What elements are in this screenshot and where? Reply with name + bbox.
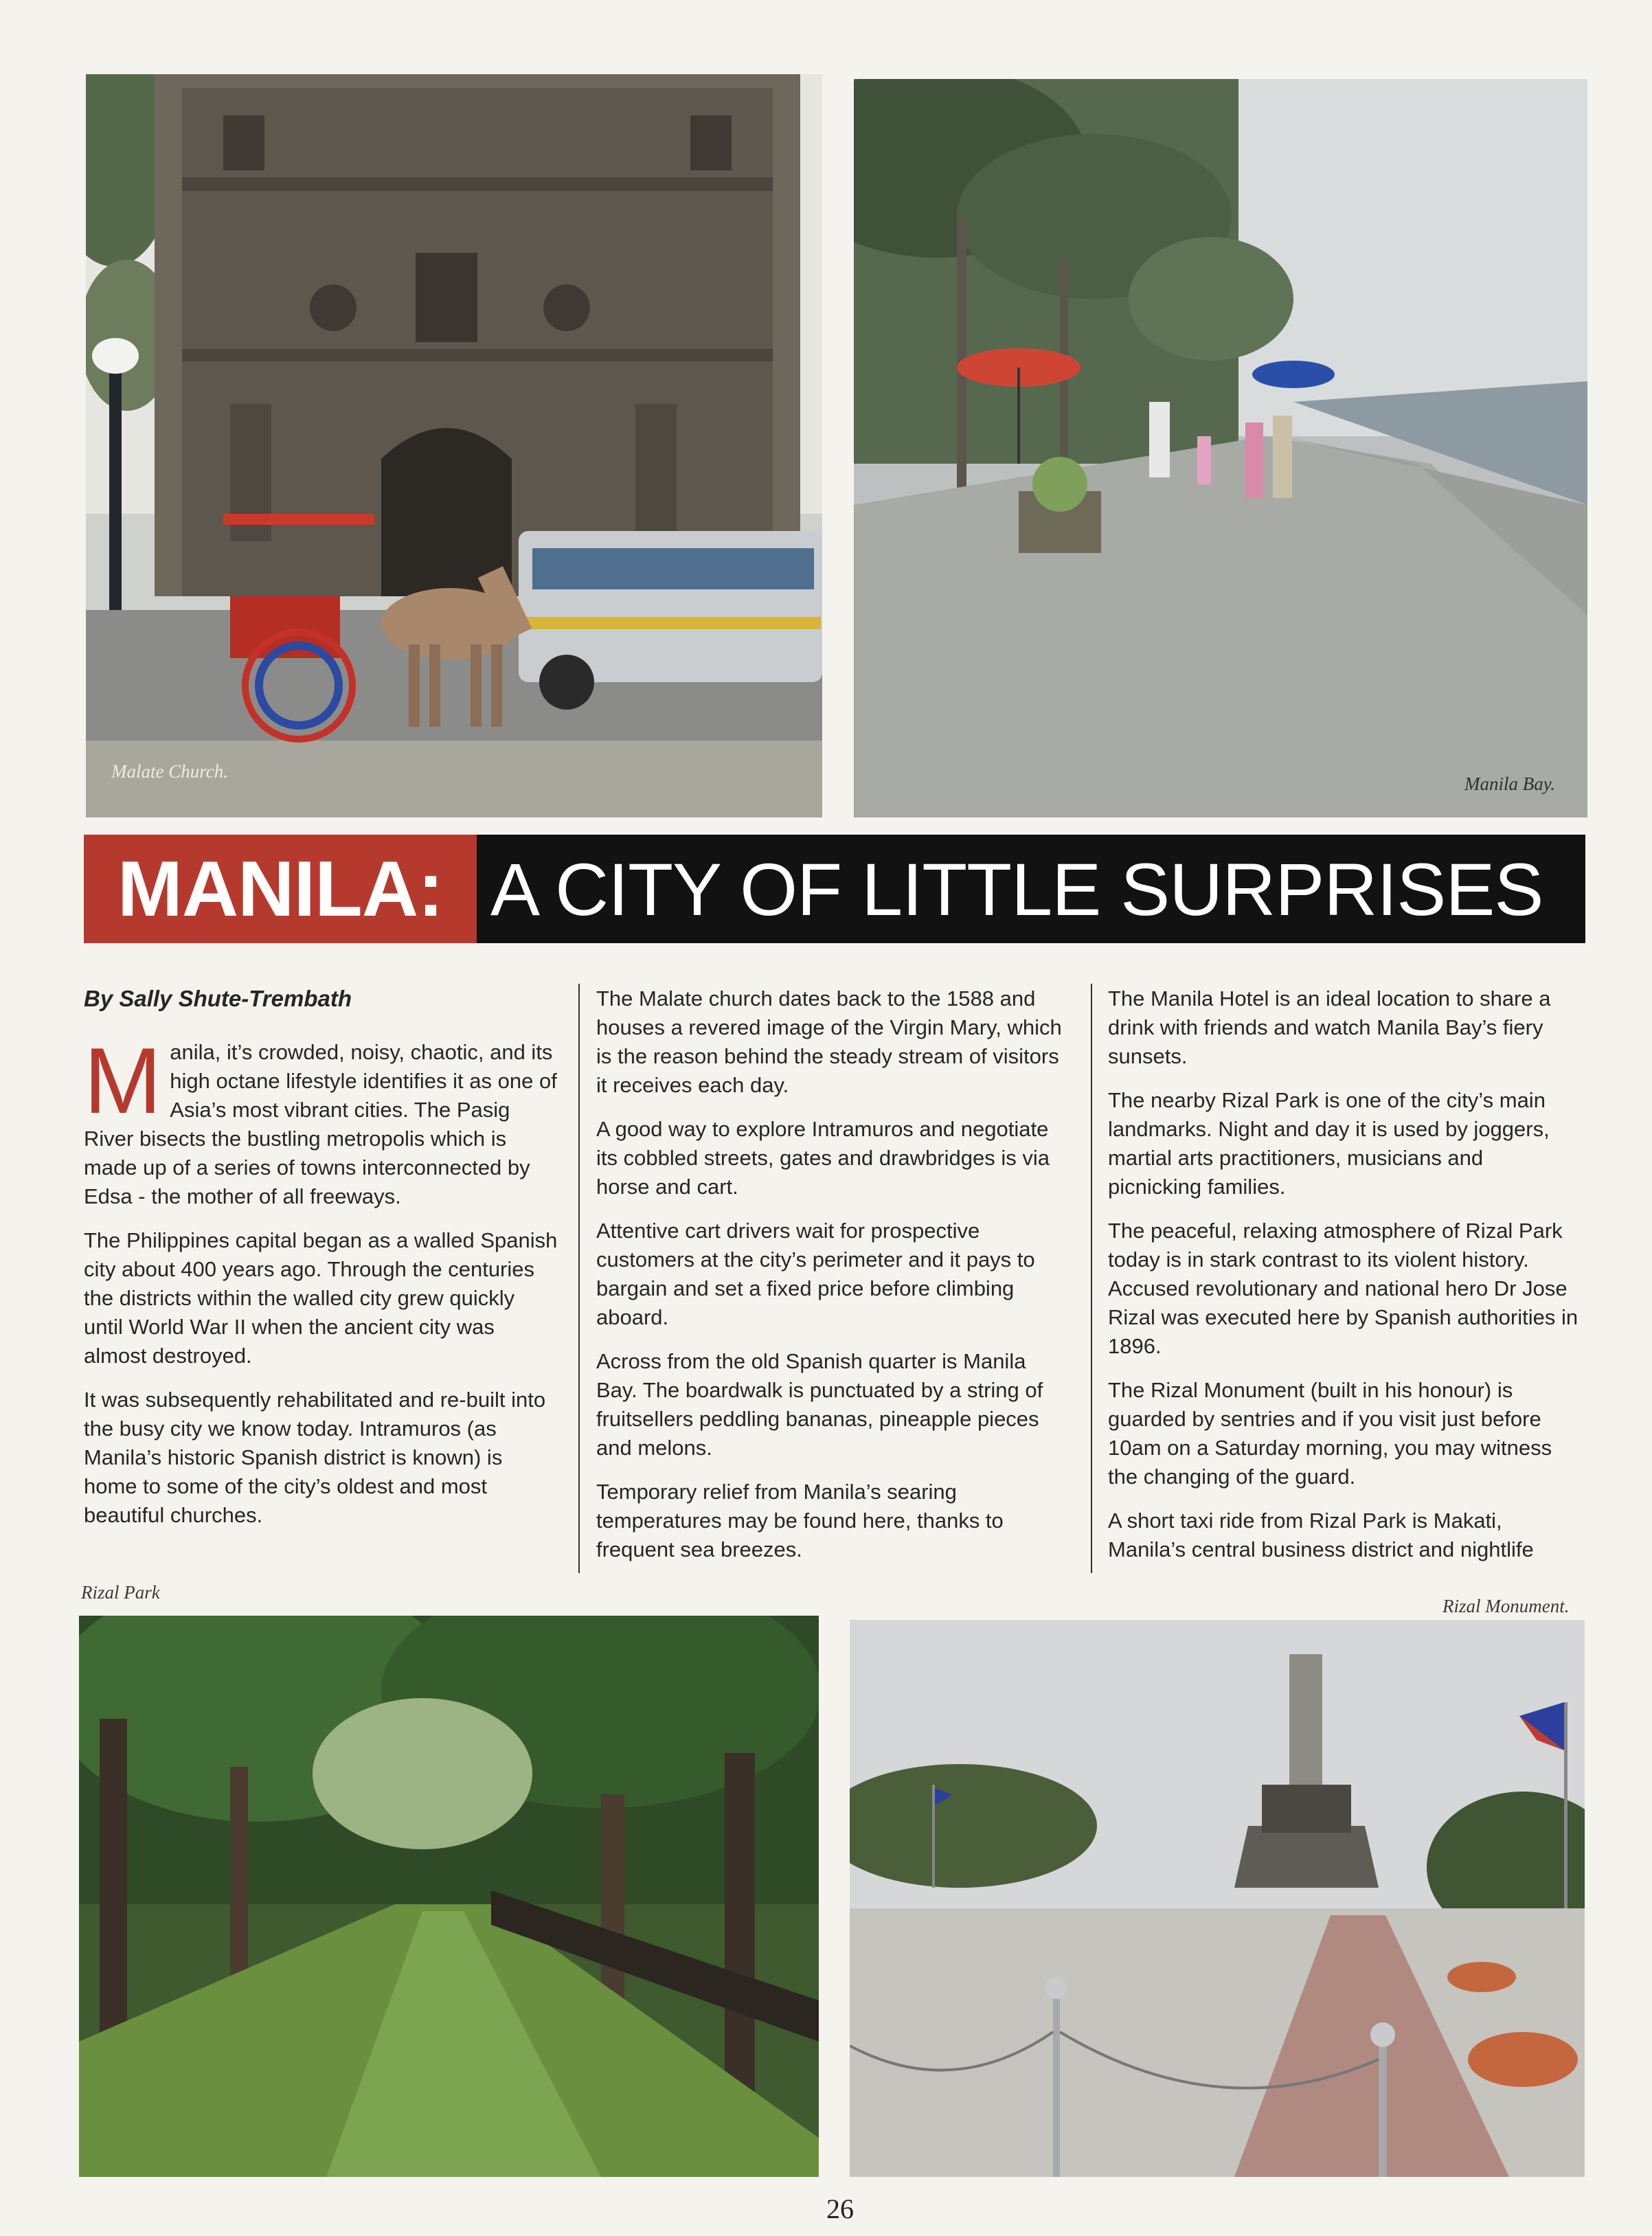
- title-subtitle: A CITY OF LITTLE SURPRISES: [477, 835, 1585, 943]
- paragraph: The Malate church dates back to the 1588 and houses a revered image of the Virgin Mary, which is the reason behind the steady stream of visitors it receives each day.: [596, 986, 1062, 1097]
- column-divider: [1091, 984, 1092, 1573]
- manila-bay-photo: [854, 79, 1587, 817]
- paragraph: A short taxi ride from Rizal Park is Makati, Manila’s central business district and nightlife: [1108, 1509, 1534, 1561]
- rizal-park-photo: [79, 1616, 819, 2177]
- rizal-monument-photo: [850, 1620, 1585, 2177]
- malate-church-photo: [86, 74, 822, 817]
- column-divider: [578, 984, 580, 1573]
- paragraph: The Manila Hotel is an ideal location to share a drink with friends and watch Manila Bay’s fiery sunsets.: [1108, 986, 1551, 1068]
- paragraph: Attentive cart drivers wait for prospective customers at the city’s perimeter and it pays to bargain and set a fixed price before climbing aboard.: [596, 1219, 1035, 1329]
- paragraph: It was subsequently rehabilitated and re-built into the busy city we know today. Intramuros (as Manila’s historic Spanish district is known) is home to some of the city’s oldest and most beautiful churches.: [84, 1388, 546, 1527]
- page-number: 26: [826, 2193, 854, 2224]
- article-column-1: [84, 984, 558, 1568]
- rizal-park-caption: Rizal Park: [81, 1582, 160, 1603]
- manila-bay-caption: Manila Bay.: [1464, 773, 1555, 794]
- paragraph: Across from the old Spanish quarter is Manila Bay. The boardwalk is punctuated by a string of fruitsellers peddling bananas, pineapple pieces and melons.: [596, 1349, 1043, 1460]
- title-manila: MANILA:: [84, 835, 477, 943]
- paragraph: The nearby Rizal Park is one of the city’s main landmarks. Night and day it is used by joggers, martial arts practitioners, musicians and picnicking families.: [1108, 1088, 1550, 1199]
- paragraph: Temporary relief from Manila’s searing temperatures may be found here, thanks to frequent sea breezes.: [596, 1480, 1004, 1561]
- malate-church-caption: Malate Church.: [111, 761, 228, 782]
- byline: By Sally Shute-Trembath: [84, 986, 352, 1011]
- article-column-3: [1108, 984, 1582, 1568]
- paragraph: Manila, it’s crowded, noisy, chaotic, and its high octane lifestyle identifies it as one of Asia’s most vibrant cities. The Pasig River bisects the bustling metropolis which is made up of a series of towns interconnected by Edsa - the mother of all freeways.: [84, 1028, 557, 1208]
- rizal-monument-caption: Rizal Monument.: [1442, 1596, 1570, 1616]
- paragraph: The peaceful, relaxing atmosphere of Rizal Park today is in stark contrast to its violent history. Accused revolutionary and national hero Dr Jose Rizal was executed here by Spanish authorities in 1896.: [1108, 1219, 1579, 1358]
- paragraph: A good way to explore Intramuros and negotiate its cobbled streets, gates and drawbridges is via horse and cart.: [596, 1117, 1050, 1199]
- article-title: [84, 835, 1585, 943]
- article-column-2: [596, 984, 1070, 1568]
- drop-cap: M: [84, 1028, 162, 1133]
- paragraph: The Philippines capital began as a walled Spanish city about 400 years ago. Through the centuries the districts within the walled city grew quickly until World War II when the ancient city was almost destroyed.: [84, 1228, 558, 1368]
- paragraph: The Rizal Monument (built in his honour) is guarded by sentries and if you visit just before 10am on a Saturday morning, you may witness the changing of the guard.: [1108, 1378, 1552, 1489]
